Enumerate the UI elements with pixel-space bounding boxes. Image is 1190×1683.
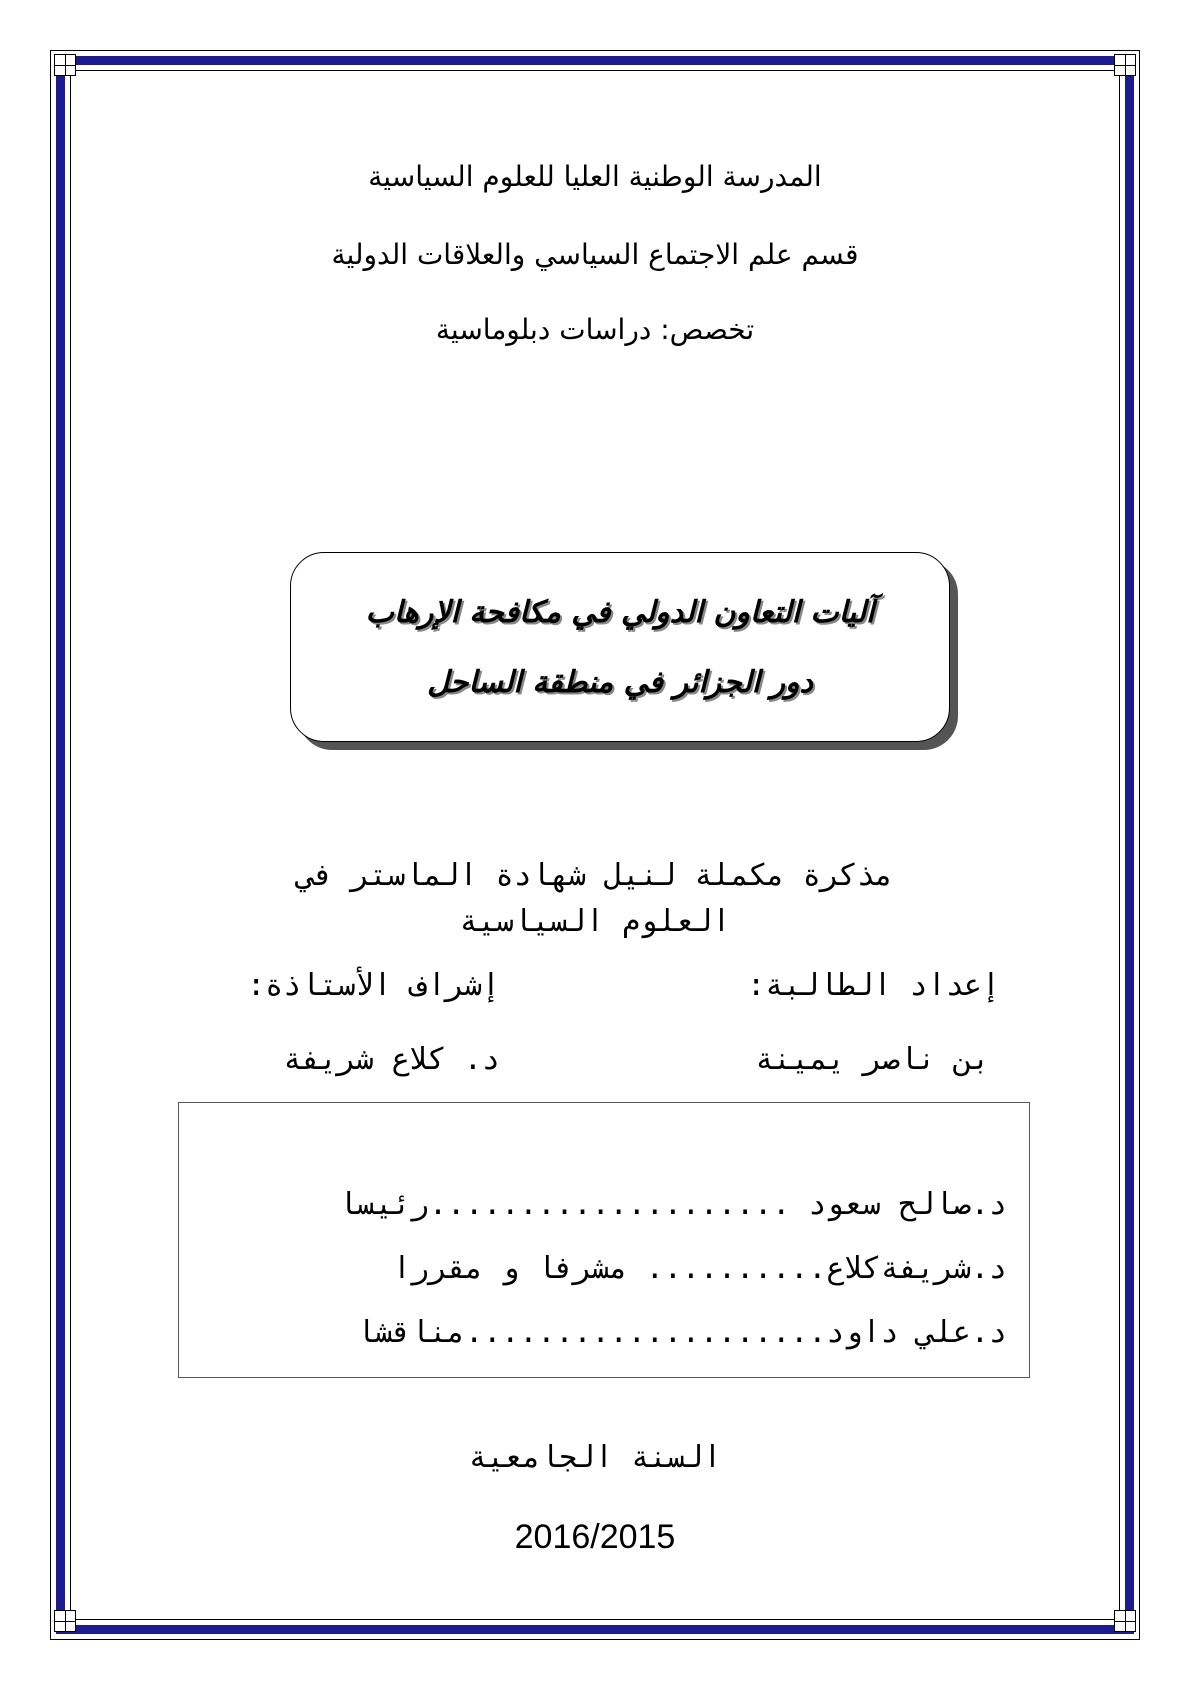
academic-year-value: 2016/2015: [514, 1518, 676, 1556]
jury-member-president: د.صالح سعود ....................رئيسا: [338, 1187, 1007, 1222]
thesis-title-line2: دور الجزائر في منطقة الساحل: [427, 665, 813, 700]
thesis-title-line1: آليات التعاون الدولي في مكافحة الإرهاب: [365, 595, 875, 630]
corner-ornament-top-left: [54, 54, 76, 76]
department-name: قسم علم الاجتماع السياسي والعلاقات الدولية: [331, 238, 859, 271]
thesis-note-line2: العلوم السياسية: [459, 904, 731, 939]
corner-ornament-bottom-left: [54, 1610, 76, 1632]
page-border-inner: [70, 70, 1120, 1620]
jury-box: [178, 1102, 1030, 1378]
institution-name: المدرسة الوطنية العليا للعلوم السياسية: [368, 160, 822, 193]
academic-year-label: السنة الجامعية: [468, 1440, 722, 1475]
thesis-title-box: [290, 552, 950, 742]
supervised-by-label: إشراف الأستاذة:: [247, 968, 500, 1003]
supervisor-name: د. كلاع شريفة: [283, 1042, 500, 1077]
specialization: تخصص: دراسات دبلوماسية: [435, 313, 755, 346]
prepared-by-label: إعداد الطالبة:: [747, 968, 1000, 1003]
corner-ornament-top-right: [1114, 54, 1136, 76]
student-name: بن ناصر يمينة: [755, 1042, 990, 1077]
corner-ornament-bottom-right: [1114, 1610, 1136, 1632]
jury-member-supervisor: د.شريفةكلاع.......... مشرفا و مقررا: [392, 1251, 1007, 1286]
thesis-note-line1: مذكرة مكملة لنيل شهادة الماستر في: [296, 858, 894, 893]
jury-member-examiner: د.علي داود....................مناقشا: [356, 1315, 1007, 1350]
